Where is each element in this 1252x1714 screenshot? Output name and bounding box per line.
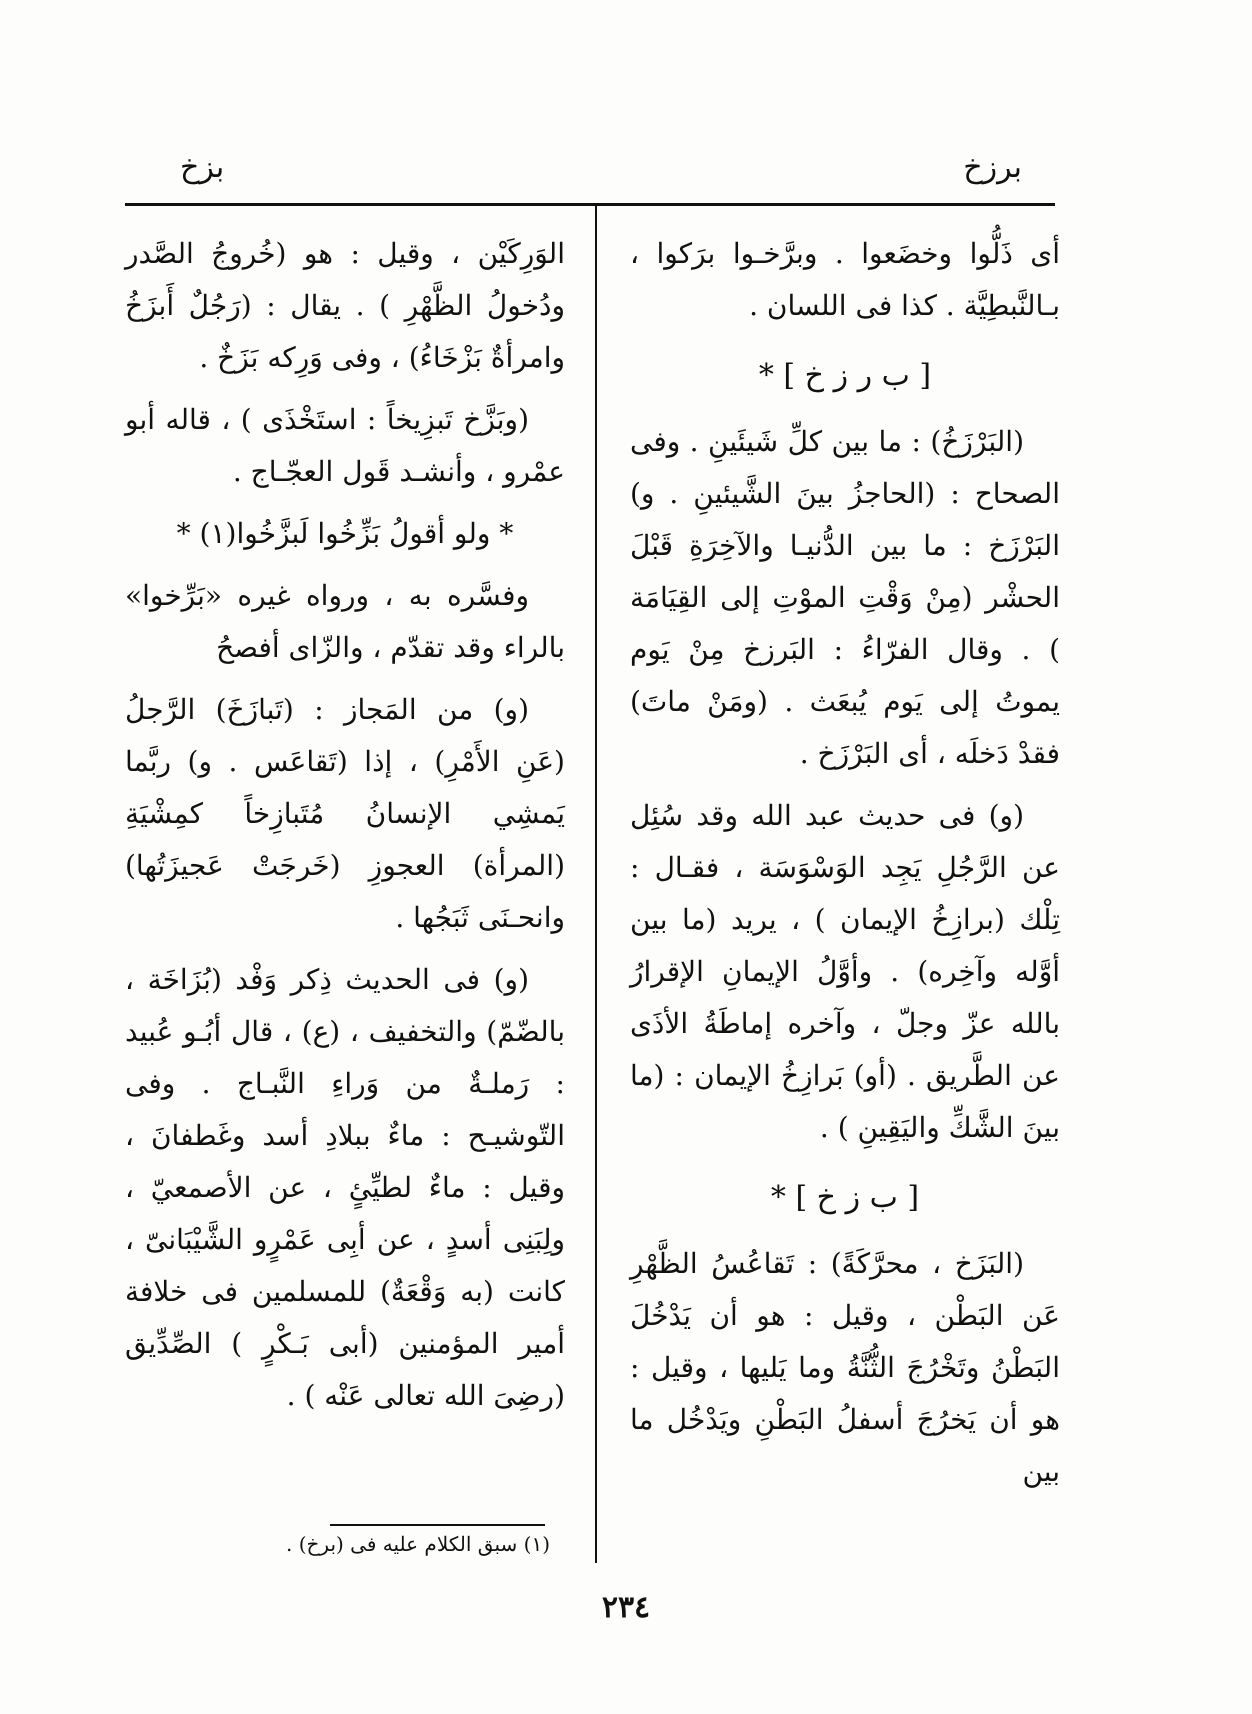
paragraph: (البَرْزَخُ) : ما بين كلِّ شَيئَينِ . وفى الصحاح : (الحاجزُ بينَ الشَّيئينِ . و) البَرْزَخ : ما بين الدُّنيـا والآخِرَةِ قَبْلَ الحشْر (مِنْ وَقْتِ الموْتِ إلى القِيَامَة ) . وقال الفرّاءُ : البَرزخ مِنْ يَوم يموتُ إلى يَوم يُبعَث . (ومَنْ ماتَ) فقدْ دَخلَه ، أى البَرْزَخ . bbox=[630, 425, 1060, 770]
column-divider bbox=[595, 203, 597, 1563]
running-head-left: بزخ bbox=[180, 150, 225, 185]
page-number: ٢٣٤ bbox=[601, 1590, 651, 1625]
left-column bbox=[125, 228, 565, 1432]
header-rule bbox=[125, 203, 1055, 206]
entry-heading: [ ب ر ز خ ] * bbox=[758, 358, 932, 393]
paragraph: أى ذَلُّوا وخضَعوا . وبرَّخـوا برَكوا ، بـالنَّبطِيَّة . كذا فى اللسان . bbox=[630, 237, 1060, 322]
paragraph: وفسَّره به ، ورواه غيره «بَرِّخوا» بالراء وقد تقدّم ، والزّاى أفصحُ bbox=[125, 579, 565, 664]
entry-heading: [ ب ز خ ] * bbox=[770, 1180, 920, 1215]
paragraph: الوَرِكَيْن ، وقيل : هو (خُروجُ الصَّدر ودُخولُ الظَّهْرِ ) . يقال : (رَجُلٌ أَبزَخُ وامرأةٌ بَزْخَاءُ) ، وفى وَرِكه بَزَخٌ . bbox=[125, 237, 565, 374]
paragraph: (و) فى حديث عبد الله وقد سُئِل عن الرَّجُلِ يَجِد الوَسْوَسَة ، فقـال : تِلْك (برازِخُ الإيمان ) ، يريد (ما بين أوَّله وآخِره) . وأوَّلُ الإيمانِ الإقرارُ بالله عزّ وجلّ ، وآخره إماطَةُ الأذَى عن الطَّريق . (أو) بَرازِخُ الإيمان : (ما بينَ الشَّكِّ واليَقِينِ ) . bbox=[630, 799, 1060, 1144]
footnote-rule bbox=[330, 1524, 545, 1526]
verse-line: * ولو أقولُ بَزِّخُوا لَبزَّخُوا(١) * bbox=[176, 517, 514, 550]
paragraph: (و) من المَجاز : (تَبازَخَ) الرَّجلُ (عَنِ الأَمْرِ) ، إذا (تَقاعَس . و) ربَّما يَمشِي الإنسانُ مُتَبازِخاً كمِشْيَةِ (المرأة) العجوزِ (خَرجَتْ عَجيزَتُها) وانحـنَى ثَبَجُها . bbox=[125, 693, 565, 934]
running-head-right: برزخ bbox=[963, 150, 1022, 185]
footnote: (١) سبق الكلام عليه فى (برخ) . bbox=[285, 1532, 550, 1556]
paragraph: (البَزَخ ، محرَّكَةً) : تَقاعُسُ الظَّهْرِ عَن البَطْن ، وقيل : هو أن يَدْخُلَ البَطْنُ وتَخْرُجَ الثُّنَّةُ وما يَليها ، وقيل : هو أن يَخرُجَ أسفلُ البَطْنِ ويَدْخُل ما بين bbox=[630, 1247, 1060, 1488]
paragraph: (وبَزَّخ تَبزِيخاً : استَخْذَى ) ، قاله أبو عمْرو ، وأنشـد قَول العجّـاج . bbox=[125, 403, 565, 488]
right-column bbox=[630, 228, 1060, 1508]
paragraph: (و) فى الحديث ذِكر وَفْد (بُزَاخَة ، بالضّمّ) والتخفيف ، (ع) ، قال أبُـو عُبيد : رَملـةٌ من وَراءِ النَّبـاج . وفى التّوشيـح : ماءٌ ببلادِ أسد وغَطفانَ ، وقيل : ماءٌ لطيِّئٍ ، عن الأصمعيّ ، ولِبَنِى أسدٍ ، عن أبِى عَمْرٍو الشَّيْبَانىّ ، كانت (به وَقْعَةٌ) للمسلمين فى خلافة أمير المؤمنين (أبى بَـكْرٍ ) الصِّدِّيق (رضِىَ الله تعالى عَنْه ) . bbox=[125, 963, 565, 1412]
